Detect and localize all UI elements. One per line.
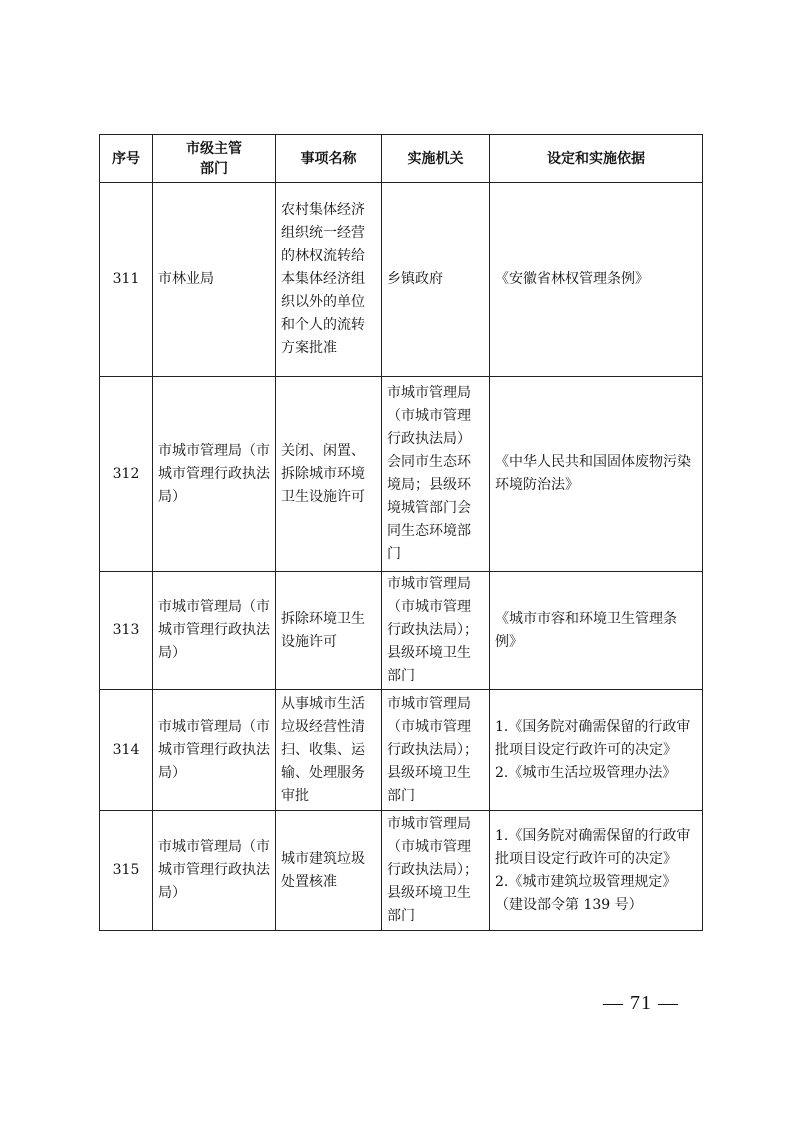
- basis-line: 1.《国务院对确需保留的行政审批项目设定行政许可的决定》: [495, 827, 691, 867]
- row-basis: 《城市市容和环境卫生管理条例》: [490, 572, 703, 690]
- page-number: — 71 —: [603, 992, 679, 1014]
- header-item: 事项名称: [276, 135, 382, 183]
- row-item: 关闭、闲置、拆除城市环境卫生设施许可: [276, 377, 382, 572]
- row-agency: 市城市管理局（市城市管理行政执法局）；县级环境卫生部门: [382, 690, 490, 811]
- table-row: [100, 811, 703, 931]
- header-dept-line2: 部门: [200, 160, 228, 177]
- row-serial: 312: [100, 377, 153, 572]
- row-basis: 《安徽省林权管理条例》: [490, 183, 703, 377]
- table-row: [100, 572, 703, 690]
- basis-line: 2.《城市建筑垃圾管理规定》（建设部令第 139 号）: [495, 873, 677, 913]
- basis-line: 1.《国务院对确需保留的行政审批项目设定行政许可的决定》: [495, 718, 691, 758]
- row-dept: 市林业局: [153, 183, 276, 377]
- row-agency: 市城市管理局（市城市管理行政执法局）；县级环境卫生部门: [382, 811, 490, 931]
- row-item: 城市建筑垃圾处置核准: [276, 811, 382, 931]
- row-item: 拆除环境卫生设施许可: [276, 572, 382, 690]
- row-item: 从事城市生活垃圾经营性清扫、收集、运输、处理服务审批: [276, 690, 382, 811]
- row-serial: 315: [100, 811, 153, 931]
- basis-line: 2.《城市生活垃圾管理办法》: [495, 764, 677, 781]
- header-agency: 实施机关: [382, 135, 490, 183]
- row-dept: 市城市管理局（市城市管理行政执法局）: [153, 811, 276, 931]
- row-basis: 《中华人民共和国固体废物污染环境防治法》: [490, 377, 703, 572]
- table-header-row: [100, 135, 703, 183]
- table-row: [100, 183, 703, 377]
- header-dept: [153, 135, 276, 183]
- table-row: [100, 377, 703, 572]
- row-agency: 市城市管理局（市城市管理行政执法局）会同市生态环境局；县级环境城管部门会同生态环境部门: [382, 377, 490, 572]
- row-dept: 市城市管理局（市城市管理行政执法局）: [153, 377, 276, 572]
- row-basis: [490, 811, 703, 931]
- header-serial: 序号: [100, 135, 153, 183]
- row-agency: 市城市管理局（市城市管理行政执法局）；县级环境卫生部门: [382, 572, 490, 690]
- row-dept: 市城市管理局（市城市管理行政执法局）: [153, 690, 276, 811]
- row-dept: 市城市管理局（市城市管理行政执法局）: [153, 572, 276, 690]
- row-serial: 311: [100, 183, 153, 377]
- approval-items-table: [99, 134, 703, 931]
- row-basis: [490, 690, 703, 811]
- row-item: 农村集体经济组织统一经营的林权流转给本集体经济组织以外的单位和个人的流转方案批准: [276, 183, 382, 377]
- row-agency: 乡镇政府: [382, 183, 490, 377]
- header-dept-line1: 市级主管: [186, 140, 242, 157]
- header-basis: 设定和实施依据: [490, 135, 703, 183]
- row-serial: 314: [100, 690, 153, 811]
- row-serial: 313: [100, 572, 153, 690]
- table-row: [100, 690, 703, 811]
